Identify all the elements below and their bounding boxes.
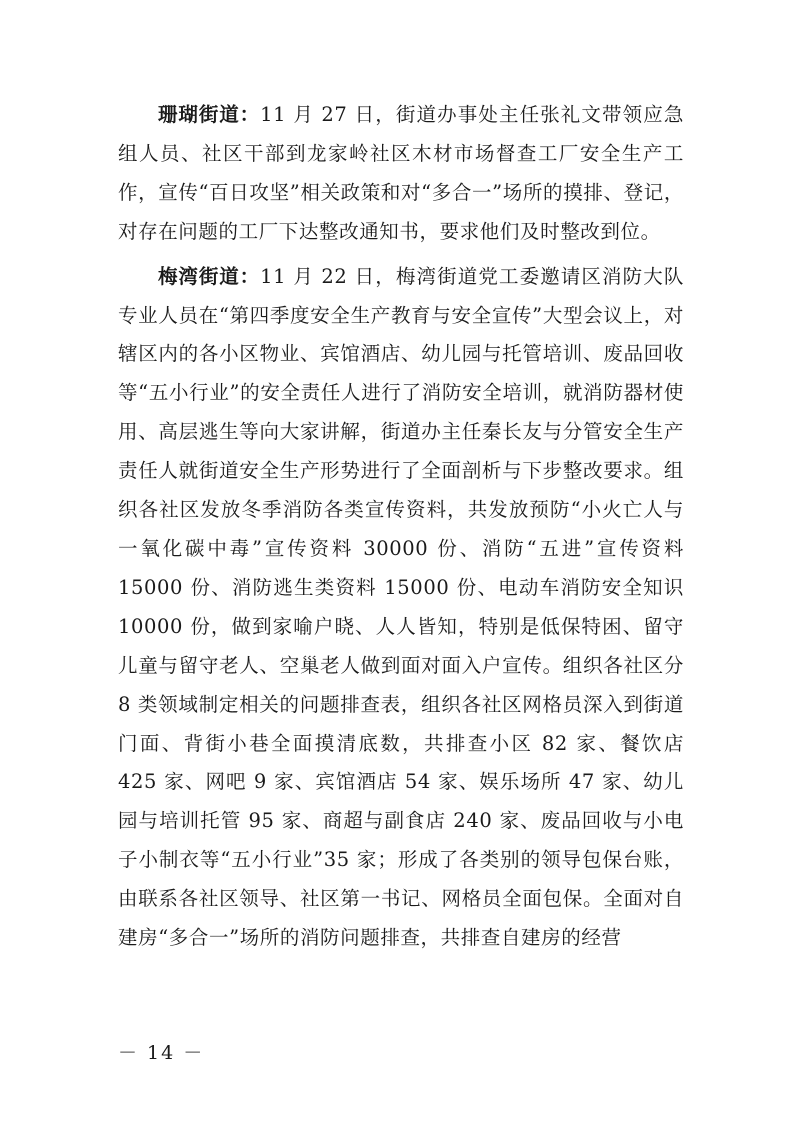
page-number: － 14 － bbox=[118, 1042, 205, 1064]
paragraph-lead-meiwan: 梅湾街道： bbox=[158, 264, 261, 288]
document-body bbox=[118, 96, 691, 964]
paragraph-shanhu bbox=[118, 96, 684, 252]
paragraph-text-shanhu: 11 月 27 日，街道办事处主任张礼文带领应急组人员、社区干部到龙家岭社区木材市场督查工厂安全生产工作，宣传“百日攻坚”相关政策和对“多合一”场所的摸排、登记，对存在问题的工厂下达整改通知书，要求他们及时整改到位。 bbox=[118, 103, 684, 243]
paragraph-text-meiwan: 11 月 22 日，梅湾街道党工委邀请区消防大队专业人员在“第四季度安全生产教育与安全宣传”大型会议上，对辖区内的各小区物业、宾馆酒店、幼儿园与托管培训、废品回收等“五小行业”的安全责任人进行了消防安全培训，就消防器材使用、高层逃生等向大家讲解，街道办主任秦长友与分管安全生产责任人就街道安全生产形势进行了全面剖析与下步整改要求。组织各社区发放冬季消防各类宣传资料，共发放预防“小火亡人与一氧化碳中毒”宣传资料 30000 份、消防“五进”宣传资料 15000 份、消防逃生类资料 15000 份、电动车消防安全知识 10000 份，做到家喻户晓、人人皆知，特别是低保特困、留守儿童与留守老人、空巢老人做到面对面入户宣传。组织各社区分 8 类领域制定相关的问题排查表，组织各社区网格员深入到街道门面、背街小巷全面摸清底数，共排查小区 82 家、餐饮店 425 家、网吧 9 家、宾馆酒店 54 家、娱乐场所 47 家、幼儿园与培训托管 95 家、商超与副食店 240 家、废品回收与小电子小制衣等“五小行业”35 家；形成了各类别的领导包保台账，由联系各社区领导、社区第一书记、网格员全面包保。全面对自建房“多合一”场所的消防问题排查，共排查自建房的经营 bbox=[118, 264, 691, 950]
paragraph-lead-shanhu: 珊瑚街道： bbox=[158, 103, 261, 126]
paragraph-meiwan bbox=[118, 258, 691, 958]
